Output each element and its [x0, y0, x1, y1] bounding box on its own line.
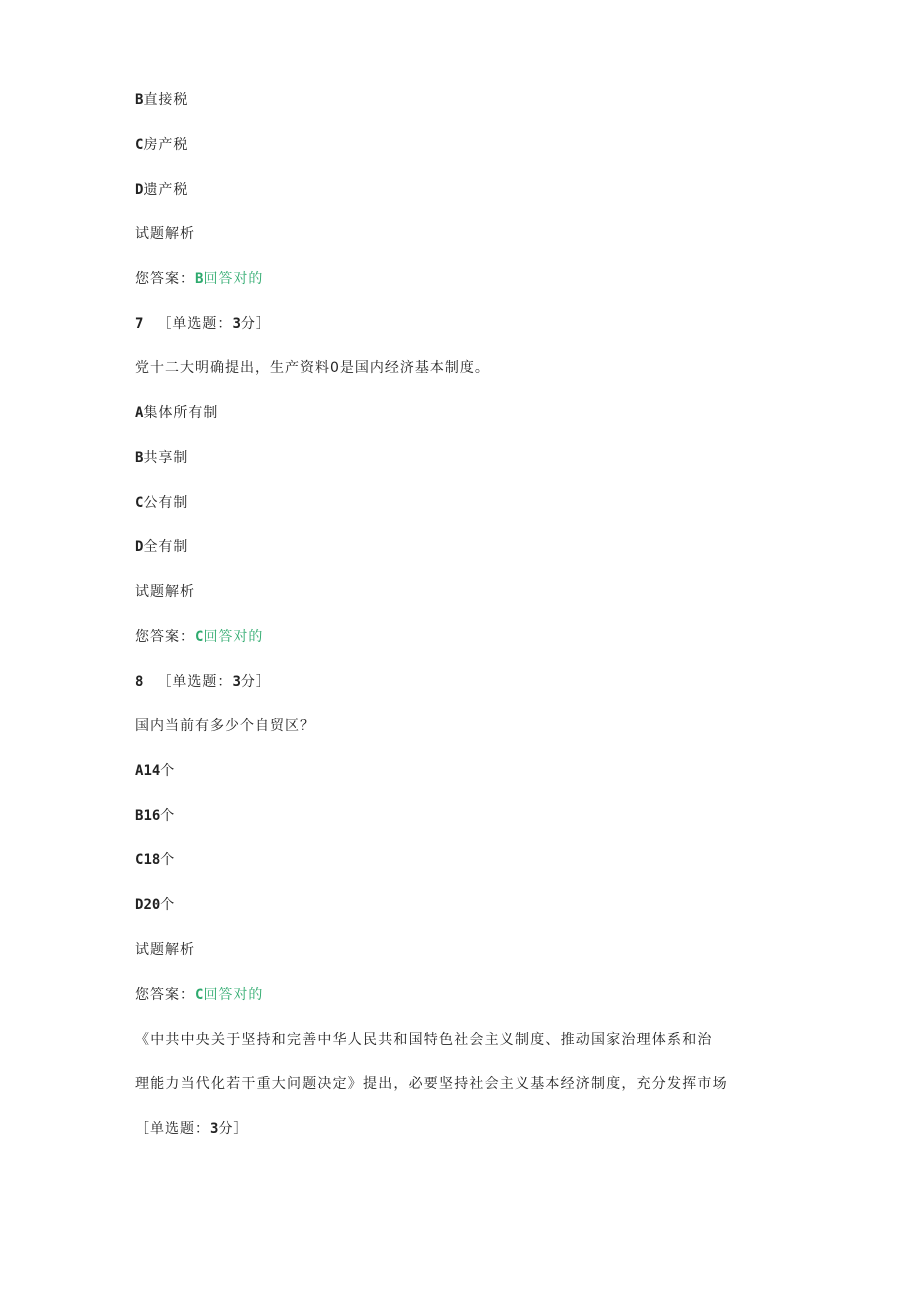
option-text: 公有制: [143, 495, 189, 511]
q8-stem: 国内当前有多少个自贸区？: [135, 718, 315, 734]
option-number: 20: [143, 897, 161, 913]
option-number: 18: [143, 852, 161, 868]
q8-analysis-link[interactable]: 试题解析: [135, 942, 195, 958]
q6-option-b[interactable]: [135, 90, 188, 110]
question-number: 7: [135, 316, 144, 332]
answer-label: 您答案：: [135, 271, 195, 287]
option-letter: B: [135, 450, 144, 466]
q6-answer: [135, 269, 263, 289]
option-text: 直接税: [143, 92, 189, 108]
answer-value: C回答对的: [195, 629, 264, 645]
option-text: 房产税: [143, 137, 189, 153]
q7-header: [135, 314, 271, 334]
option-text: 个: [160, 897, 176, 913]
option-letter: A: [135, 763, 144, 779]
option-letter: C: [135, 137, 144, 153]
question-type: ［单选题：3分］: [157, 316, 271, 332]
option-text: 集体所有制: [143, 405, 219, 421]
q7-option-d[interactable]: [135, 537, 188, 557]
option-text: 全有制: [143, 539, 189, 555]
question-number: 8: [135, 674, 144, 690]
q7-option-b[interactable]: [135, 448, 188, 468]
q9-stem-line1: 《中共中央关于坚持和完善中华人民共和国特色社会主义制度、推动国家治理体系和治: [135, 1032, 713, 1048]
q8-option-b[interactable]: [135, 806, 175, 826]
option-number: 16: [143, 808, 161, 824]
answer-value: C回答对的: [195, 987, 264, 1003]
option-number: 14: [143, 763, 161, 779]
q7-option-a[interactable]: [135, 403, 218, 423]
answer-value: B回答对的: [195, 271, 264, 287]
q8-option-a[interactable]: [135, 761, 175, 781]
option-text: 个: [160, 808, 176, 824]
q7-answer: [135, 627, 263, 647]
answer-label: 您答案：: [135, 629, 195, 645]
option-letter: A: [135, 405, 144, 421]
option-letter: D: [135, 539, 144, 555]
q8-header: [135, 672, 271, 692]
option-letter: B: [135, 808, 144, 824]
option-text: 个: [160, 852, 176, 868]
q7-stem: 党十二大明确提出，生产资料0是国内经济基本制度。: [135, 360, 490, 376]
answer-label: 您答案：: [135, 987, 195, 1003]
option-text: 共享制: [143, 450, 189, 466]
option-text: 遗产税: [143, 182, 189, 198]
option-letter: D: [135, 897, 144, 913]
q6-option-d[interactable]: [135, 180, 188, 200]
q7-option-c[interactable]: [135, 493, 188, 513]
q6-option-c[interactable]: [135, 135, 188, 155]
q9-stem-line2: 理能力当代化若干重大问题决定》提出，必要坚持社会主义基本经济制度，充分发挥市场: [135, 1076, 728, 1092]
option-text: 个: [160, 763, 176, 779]
option-letter: D: [135, 182, 144, 198]
q9-type: ［单选题：3分］: [135, 1121, 249, 1137]
question-type: ［单选题：3分］: [157, 674, 271, 690]
q8-option-d[interactable]: [135, 895, 175, 915]
option-letter: C: [135, 495, 144, 511]
option-letter: C: [135, 852, 144, 868]
q8-answer: [135, 985, 263, 1005]
q8-option-c[interactable]: [135, 850, 175, 870]
q6-analysis-link[interactable]: 试题解析: [135, 226, 195, 242]
option-letter: B: [135, 92, 144, 108]
q7-analysis-link[interactable]: 试题解析: [135, 584, 195, 600]
